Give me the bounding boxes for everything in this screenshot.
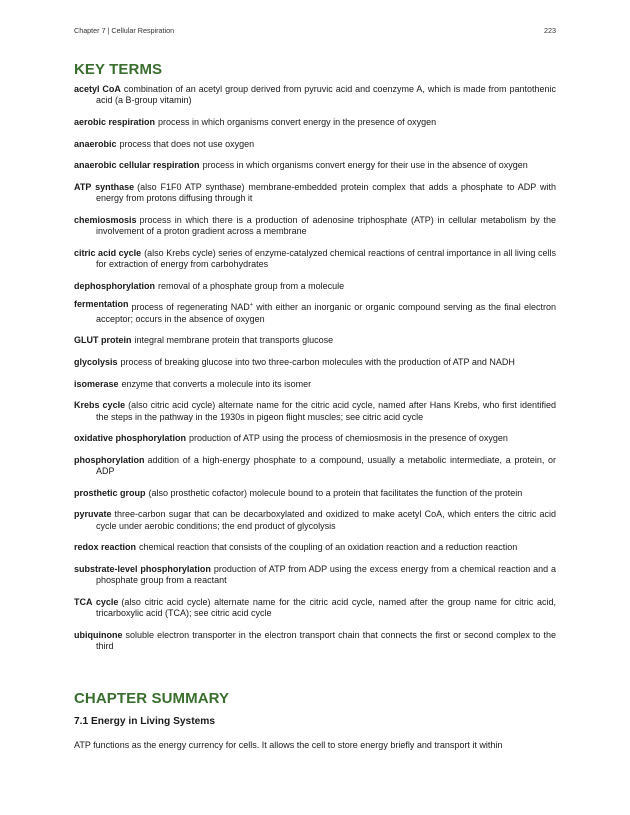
term: dephosphorylation (74, 280, 155, 291)
term: glycolysis (74, 356, 118, 367)
summary-paragraph: ATP functions as the energy currency for cells. It allows the cell to store energy briefly and transport it within (74, 740, 503, 750)
superscript: + (249, 302, 254, 309)
definition-text: with either an inorganic or organic compound serving as the final electron acceptor; occurs in the absence of oxygen (96, 302, 557, 324)
glossary-entry (74, 400, 556, 423)
definition: chemical reaction that consists of the coupling of an oxidation reaction and a reduction reaction (139, 542, 518, 553)
definition-text: process of regenerating NAD (131, 302, 250, 313)
definition (96, 302, 556, 323)
key-terms-list (74, 84, 556, 663)
chapter-label: Chapter 7 | Cellular Respiration (74, 26, 175, 35)
term: ATP synthase (74, 181, 135, 192)
glossary-entry (74, 379, 556, 390)
glossary-entry (74, 248, 556, 271)
textbook-page (74, 0, 556, 815)
definition: (also citric acid cycle) alternate name for the citric acid cycle, named after Hans Krebs, who first identified the steps in the pathway in the 1930s in pigeon flight muscles; see citric acid cycle (96, 400, 556, 422)
glossary-entry (74, 433, 556, 444)
definition: process in which organisms convert energy in the presence of oxygen (158, 117, 437, 127)
term: prosthetic group (74, 487, 146, 498)
definition: process in which there is a production of adenosine triphosphate (ATP) in cellular metabolism by the involvement of a proton gradient across a membrane (96, 214, 556, 237)
glossary-entry (74, 281, 556, 292)
term: isomerase (74, 378, 119, 389)
term: substrate-level phosphorylation (74, 563, 211, 574)
term: aerobic respiration (74, 117, 156, 127)
definition: production of ATP using the process of chemiosmosis in the presence of oxygen (189, 433, 508, 444)
glossary-entry (74, 488, 556, 499)
definition: soluble electron transporter in the electron transport chain that connects the first or second complex to the third (96, 629, 556, 652)
term: oxidative phosphorylation (74, 433, 187, 444)
term: chemiosmosis (74, 214, 137, 225)
term: redox reaction (74, 542, 137, 553)
key-terms-heading: KEY TERMS (74, 61, 163, 78)
glossary-entry (74, 597, 556, 620)
glossary-entry (74, 630, 556, 653)
glossary-entry (74, 160, 556, 171)
glossary-entry (74, 117, 556, 128)
term: Krebs cycle (74, 400, 126, 411)
glossary-entry (74, 357, 556, 368)
term: fermentation (74, 299, 129, 310)
definition: process that does not use oxygen (119, 138, 255, 149)
glossary-entry (74, 182, 556, 205)
glossary-entry (74, 542, 556, 553)
definition: (also prosthetic cofactor) molecule bound to a protein that facilitates the function of the protein (148, 487, 523, 498)
definition: combination of an acetyl group derived from pyruvic acid and coenzyme A, which is made from pantothenic acid (a B-group vitamin) (96, 84, 556, 106)
term: GLUT protein (74, 335, 132, 346)
glossary-entry (74, 509, 556, 532)
term: acetyl CoA (74, 84, 121, 94)
definition: three-carbon sugar that can be decarboxylated and oxidized to make acetyl CoA, which enters the citric acid cycle under aerobic conditions; the end product of glycolysis (96, 509, 556, 531)
term: pyruvate (74, 509, 112, 520)
definition: addition of a high-energy phosphate to a compound, usually a metabolic intermediate, a protein, or ADP (96, 454, 556, 477)
term: citric acid cycle (74, 247, 142, 258)
term: anaerobic cellular respiration (74, 160, 200, 171)
glossary-entry (74, 299, 557, 325)
definition: removal of a phosphate group from a molecule (158, 280, 345, 291)
section-subheading: 7.1 Energy in Living Systems (74, 716, 215, 727)
chapter-summary-heading: CHAPTER SUMMARY (74, 690, 230, 707)
glossary-entry (74, 335, 556, 346)
definition: process of breaking glucose into two three-carbon molecules with the production of ATP and NADH (120, 356, 515, 367)
glossary-entry (74, 84, 556, 107)
definition: process in which organisms convert energy for their use in the absence of oxygen (202, 160, 528, 171)
definition: (also citric acid cycle) alternate name for the citric acid cycle, named after the group name for citric acid, tricarboxylic acid (TCA); see citric acid cycle (96, 596, 557, 619)
term: anaerobic (74, 138, 117, 149)
definition: (also F1F0 ATP synthase) membrane-embedded protein complex that adds a phosphate to ADP with energy from protons diffusing through it (96, 181, 556, 204)
glossary-entry (74, 139, 556, 150)
term: phosphorylation (74, 454, 145, 465)
definition: (also Krebs cycle) series of enzyme-catalyzed chemical reactions of central importance in all living cells for extraction of energy from carbohydrates (96, 247, 556, 270)
definition: enzyme that converts a molecule into its isomer (121, 378, 312, 389)
definition: production of ATP from ADP using the excess energy from a chemical reaction and a phosphate group from a reactant (96, 563, 556, 586)
definition: integral membrane protein that transports glucose (134, 335, 334, 346)
term: ubiquinone (74, 629, 123, 640)
glossary-entry (74, 215, 556, 238)
glossary-entry (74, 564, 556, 587)
page-number: 223 (544, 26, 556, 35)
term: TCA cycle (74, 596, 119, 607)
glossary-entry (74, 455, 556, 478)
